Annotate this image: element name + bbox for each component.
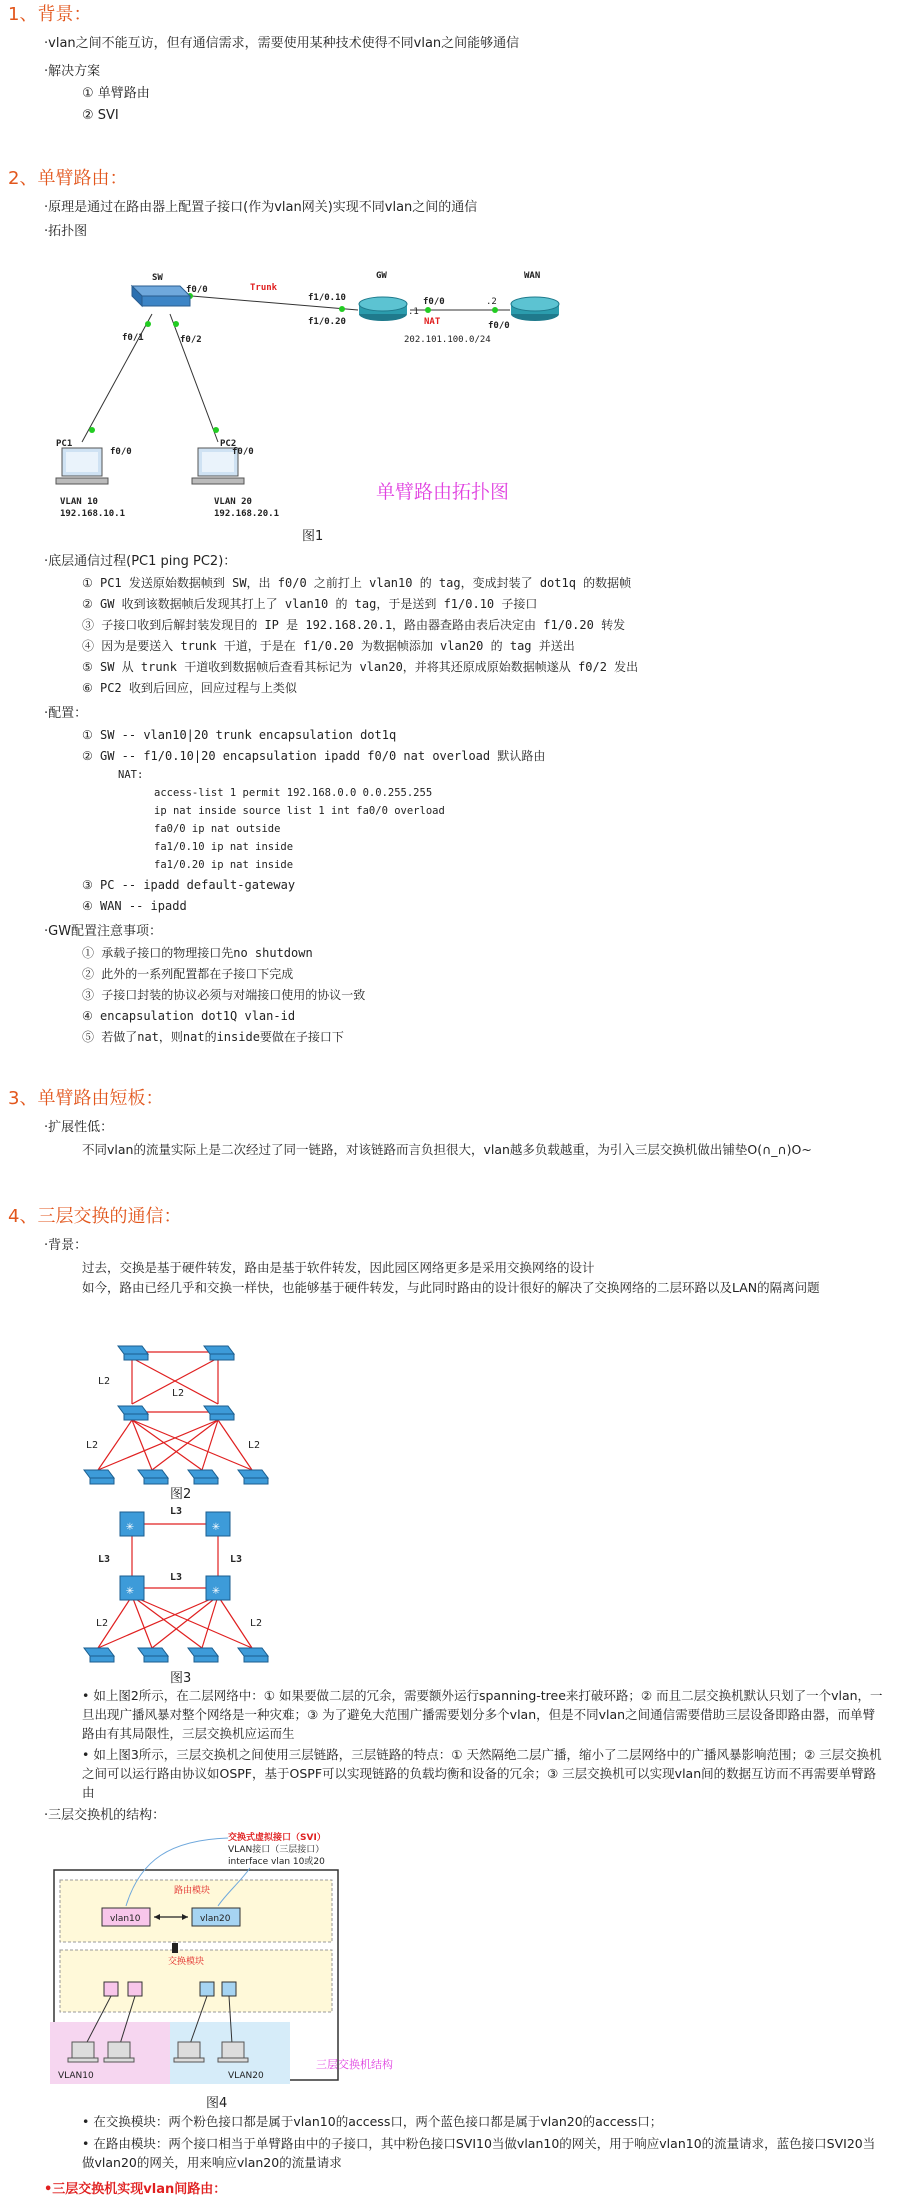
- svg-text:✳: ✳: [126, 1583, 134, 1598]
- label-gw-f0120: f1/0.20: [308, 317, 346, 327]
- section-1-title: 1、背景：: [8, 4, 92, 25]
- port-dot: [89, 427, 95, 433]
- s2-note-5: ⑤ 若做了nat，则nat的inside要做在子接口下: [82, 1030, 344, 1044]
- section-4-title: 4、三层交换的通信：: [8, 1206, 182, 1227]
- router-gw-icon: [359, 297, 407, 321]
- pc-vlan10-label: VLAN10: [58, 2071, 94, 2081]
- s2-note-2: ② 此外的一系列配置都在子接口下完成: [82, 967, 294, 981]
- label-pc1: PC1: [56, 439, 73, 449]
- s2-nat-3: fa0/0 ip nat outside: [154, 823, 281, 835]
- s2-process-3: ③ 子接口收到后解封装发现目的 IP 是 192.168.20.1，路由器查路由表后决定由 f1/0.20 转发: [82, 618, 626, 632]
- s2-process-5: ⑤ SW 从 trunk 干道收到数据帧后查看其标记为 vlan20，并将其还原成原始数据帧遂从 f0/2 发出: [82, 660, 639, 674]
- label-gw-f00: f0/0: [423, 297, 445, 307]
- s2-principle: ·原理是通过在路由器上配置子接口(作为vlan网关)实现不同vlan之间的通信: [44, 200, 478, 215]
- svg-text:L3: L3: [170, 1572, 183, 1583]
- s2-config-2: ② GW -- f1/0.10|20 encapsulation ipadd f0/0 nat overload 默认路由: [82, 749, 546, 763]
- svi-vlan10: vlan10: [110, 1914, 141, 1924]
- label-wan: WAN: [524, 271, 541, 281]
- router-wan-icon: [511, 297, 559, 321]
- svg-text:L3: L3: [230, 1554, 243, 1565]
- svi-sub2: interface vlan 10或20: [228, 1857, 325, 1867]
- pc1-icon: [56, 448, 108, 484]
- s2-nat-4: fa1/0.10 ip nat inside: [154, 841, 294, 853]
- label-sw-f02: f0/2: [180, 335, 202, 345]
- port-dot: [492, 307, 498, 313]
- pc-vlan20-label: VLAN20: [228, 2071, 264, 2081]
- label-vlan20: VLAN 20: [214, 497, 252, 507]
- s1-solution-2: ② SVI: [82, 108, 119, 123]
- figure-4-l3-switch-structure: [50, 1830, 480, 2088]
- label-sw-f01: f0/1: [122, 333, 144, 343]
- s2-config-3: ③ PC -- ipadd default-gateway: [82, 878, 296, 892]
- s3-text: 不同vlan的流量实际上是二次经过了同一链路，对该链路而言负担很大，vlan越多负载越重，为引入三层交换机做出铺垫O(∩_∩)O~: [82, 1142, 812, 1157]
- s2-note-4: ④ encapsulation dot1Q vlan-id: [82, 1009, 296, 1023]
- svg-text:L3: L3: [170, 1506, 183, 1517]
- svi-vlan20: vlan20: [200, 1914, 231, 1924]
- section-3-title: 3、单臂路由短板：: [8, 1088, 164, 1109]
- label-dot2: .2: [486, 297, 497, 307]
- topology-figure-1: [40, 262, 600, 552]
- s4-bg-label: ·背景：: [44, 1238, 88, 1253]
- s2-process-4: ④ 因为是要送入 trunk 干道，于是在 f1/0.20 为数据帧添加 vlan20 的 tag 并送出: [82, 639, 575, 653]
- s4-bg2: 如今，路由已经几乎和交换一样快，也能够基于硬件转发，与此同时路由的设计很好的解决了交换网络的二层环路以及LAN的隔离问题: [82, 1280, 820, 1295]
- s2-config-4: ④ WAN -- ipadd: [82, 899, 187, 913]
- label-wan-f00: f0/0: [488, 321, 510, 331]
- svi-sub1: VLAN接口（三层接口）: [228, 1845, 325, 1855]
- s2-process-label: ·底层通信过程(PC1 ping PC2)：: [44, 554, 237, 569]
- s2-config-label: ·配置：: [44, 706, 88, 721]
- section-2-title: 2、单臂路由：: [8, 168, 128, 189]
- label-pc2-f00: f0/0: [232, 447, 254, 457]
- s1-line1: ·vlan之间不能互访，但有通信需求，需要使用某种技术使得不同vlan之间能够通信: [44, 36, 520, 51]
- svg-text:✳: ✳: [126, 1519, 134, 1534]
- s1-solution-1: ① 单臂路由: [82, 86, 150, 101]
- fig4-caption: 图4: [206, 2096, 228, 2111]
- svg-text:L2: L2: [172, 1388, 185, 1399]
- port-dot: [213, 427, 219, 433]
- label-dot1: .1: [408, 307, 419, 317]
- svi-title: 交换式虚拟接口（SVI）: [228, 1833, 326, 1843]
- label-trunk: Trunk: [250, 283, 278, 293]
- s2-process-6: ⑥ PC2 收到后回应，回应过程与上类似: [82, 681, 297, 695]
- s4-bg1: 过去，交换是基于硬件转发，路由是基于软件转发，因此园区网络更多是采用交换网络的设计: [82, 1260, 595, 1275]
- s2-note-1: ① 承载子接口的物理接口先no shutdown: [82, 946, 313, 960]
- s4-struct-label: ·三层交换机的结构：: [44, 1808, 166, 1823]
- s2-nat-1: access-list 1 permit 192.168.0.0 0.0.255.255: [154, 787, 433, 799]
- label-pc1-f00: f0/0: [110, 447, 132, 457]
- s2-process-2: ② GW 收到该数据帧后发现其打上了 vlan10 的 tag，于是送到 f1/0.10 子接口: [82, 597, 538, 611]
- s1-solutions-label: ·解决方案: [44, 64, 101, 79]
- label-sw-f00: f0/0: [186, 285, 208, 295]
- svg-text:L2: L2: [250, 1618, 263, 1629]
- svg-text:L2: L2: [86, 1440, 99, 1451]
- s4-last-heading: •三层交换机实现vlan间路由：: [44, 2182, 227, 2197]
- label-wan-net: 202.101.100.0/24: [404, 335, 491, 345]
- s2-nat-5: fa1/0.20 ip nat inside: [154, 859, 294, 871]
- label-vlan10: VLAN 10: [60, 497, 98, 507]
- fig1-caption: 图1: [302, 529, 324, 544]
- s2-topo-label: ·拓扑图: [44, 224, 88, 239]
- s4-paragraph-1: • 如上图2所示，在二层网络中：① 如果要做二层的冗余，需要额外运行spanning-tree来打破环路；② 而且二层交换机默认只划了一个vlan，一旦出现广播风暴对整个网络是一种灾难；③ 为了避免大范围广播需要划分多个vlan，但是不同vlan之间通信需要借助三层设备即路由器，而单臂路由有其局限性，三层交换机应运而生: [82, 1688, 883, 1741]
- s2-config-1: ① SW -- vlan10|20 trunk encapsulation dot1q: [82, 728, 397, 742]
- s4-paragraph-2: • 如上图3所示，三层交换机之间使用三层链路，三层链路的特点：① 天然隔绝二层广播，缩小了二层网络中的广播风暴影响范围；② 三层交换机之间可以运行路由协议如OSPF，基于OSPF可以实现链路的负载均衡和设备的冗余；③ 三层交换机可以实现vlan间的数据互访而不再需要单臂路由: [82, 1747, 882, 1800]
- svg-text:L2: L2: [96, 1618, 109, 1629]
- label-ip20: 192.168.20.1: [214, 509, 280, 519]
- s2-note-3: ③ 子接口封装的协议必须与对端接口使用的协议一致: [82, 988, 366, 1002]
- label-ip10: 192.168.10.1: [60, 509, 126, 519]
- s2-nat-label: NAT:: [118, 769, 144, 781]
- label-nat: NAT: [424, 317, 441, 327]
- switch-module-label: 交换模块: [168, 1957, 205, 1967]
- s2-nat-2: ip nat inside source list 1 int fa0/0 overload: [154, 805, 445, 817]
- fig1-title: 单臂路由拓扑图: [376, 481, 510, 503]
- s2-process-1: ① PC1 发送原始数据帧到 SW，出 f0/0 之前打上 vlan10 的 tag，变成封装了 dot1q 的数据帧: [82, 576, 632, 590]
- svg-text:L2: L2: [98, 1376, 111, 1387]
- s3-label: ·扩展性低：: [44, 1120, 114, 1135]
- switch-icon: [132, 286, 190, 306]
- link-sw-pc2: [170, 314, 218, 442]
- figure-3-l3-network: [80, 1504, 320, 1684]
- struct-title: 三层交换机结构: [316, 2058, 393, 2071]
- label-pc2: PC2: [220, 439, 237, 449]
- label-gw-f0110: f1/0.10: [308, 293, 346, 303]
- s4-bullet-2: • 在路由模块：两个接口相当于单臂路由中的子接口，其中粉色接口SVI10当做vlan10的网关，用于响应vlan10的流量请求，蓝色接口SVI20当做vlan20的网关，用来响应vlan20的流量请求: [82, 2136, 876, 2170]
- port-dot: [173, 321, 179, 327]
- svg-text:L2: L2: [248, 1440, 261, 1451]
- label-gw: GW: [376, 271, 387, 281]
- port-dot: [339, 306, 345, 312]
- route-module-label: 路由模块: [174, 1886, 211, 1896]
- svg-text:✳: ✳: [212, 1583, 220, 1598]
- s4-bullet-1: • 在交换模块：两个粉色接口都是属于vlan10的access口，两个蓝色接口都是属于vlan20的access口；: [82, 2114, 663, 2129]
- figure-2-l2-network: [80, 1334, 320, 1500]
- fig3-caption: 图3: [170, 1671, 192, 1684]
- port-dot: [425, 307, 431, 313]
- s2-notes-label: ·GW配置注意事项：: [44, 924, 163, 939]
- label-sw: SW: [152, 273, 163, 283]
- fig2-caption: 图2: [170, 1487, 192, 1500]
- port-dot: [145, 321, 151, 327]
- svg-text:✳: ✳: [212, 1519, 220, 1534]
- svg-text:L3: L3: [98, 1554, 111, 1565]
